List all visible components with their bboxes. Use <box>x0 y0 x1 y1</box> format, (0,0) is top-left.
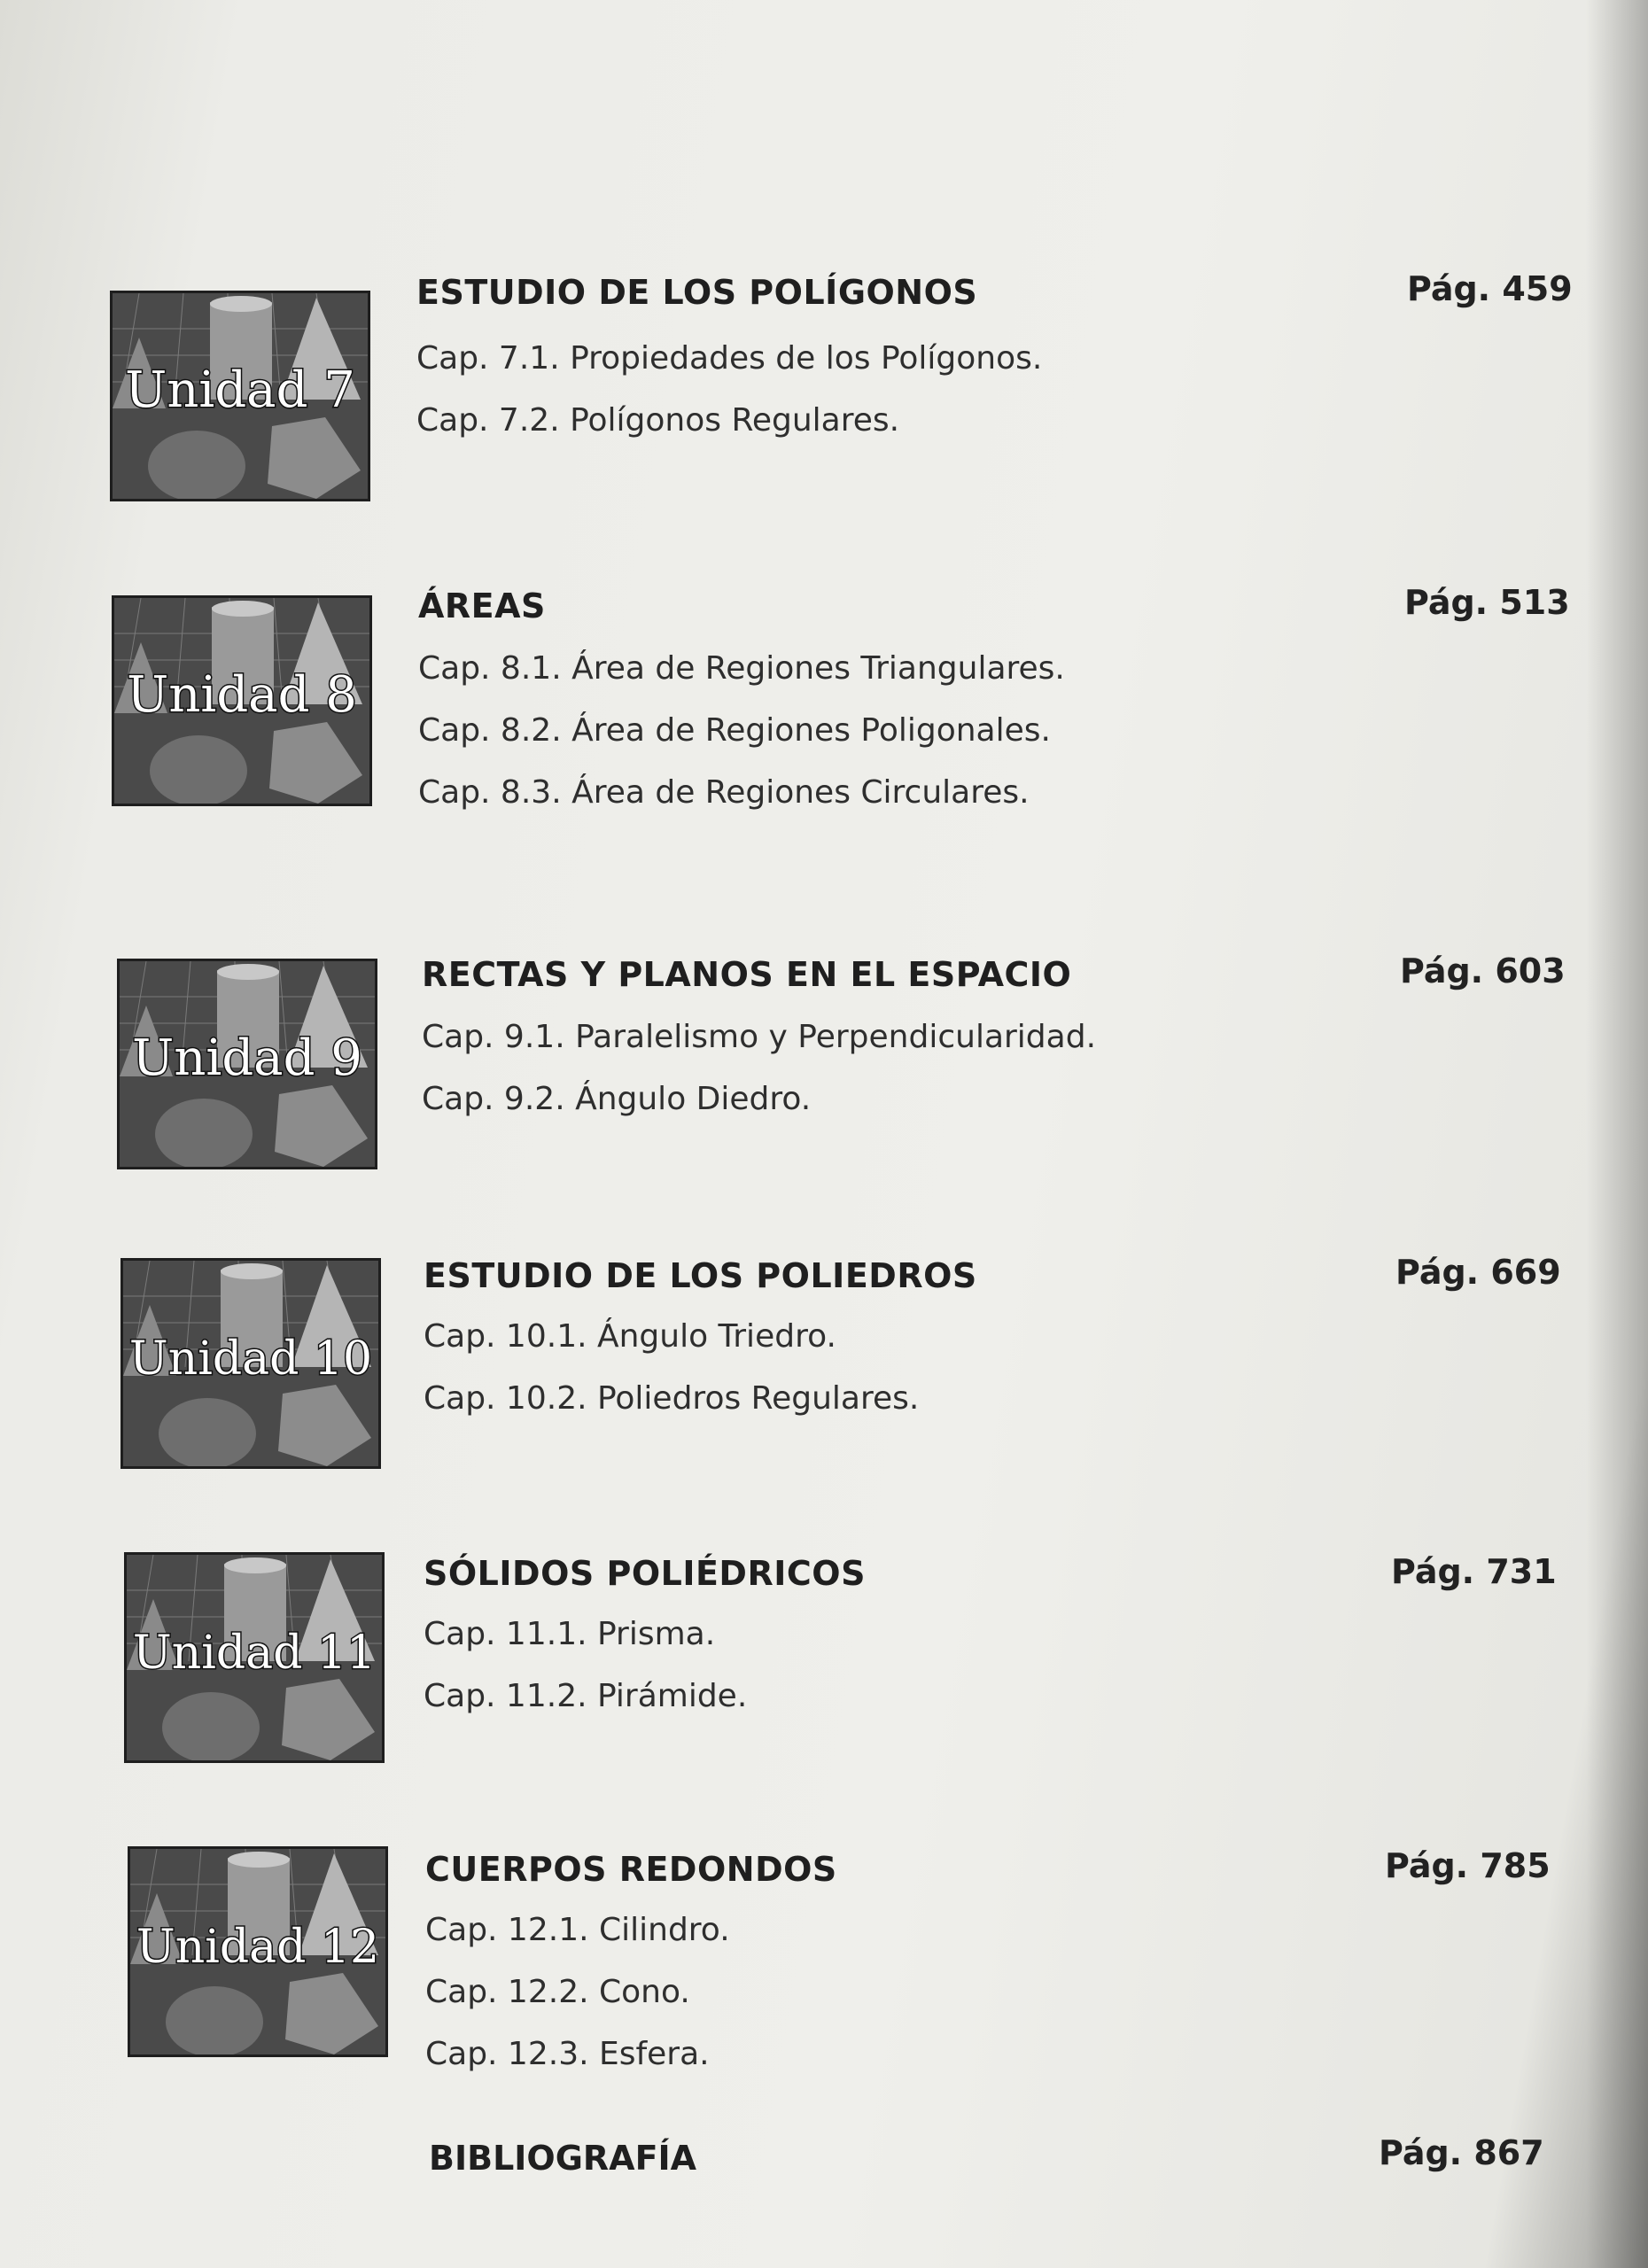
page-edge-shadow <box>1586 0 1648 2268</box>
chapter-item: Cap. 12.3. Esfera. <box>425 2036 710 2072</box>
chapter-item: Cap. 10.2. Poliedros Regulares. <box>424 1380 920 1417</box>
unit-badge-image <box>128 1846 388 2057</box>
bibliography-page-number: Pág. 867 <box>1379 2133 1544 2172</box>
unit-title: RECTAS Y PLANOS EN EL ESPACIO <box>422 955 1072 994</box>
geometric-solids-icon <box>113 293 368 499</box>
chapter-item: Cap. 8.2. Área de Regiones Poligonales. <box>418 712 1051 749</box>
unit-badge-label: Unidad 11 <box>132 1627 377 1680</box>
chapter-item: Cap. 7.1. Propiedades de los Polígonos. <box>416 340 1043 377</box>
chapter-item: Cap. 11.2. Pirámide. <box>424 1678 748 1714</box>
unit-page-number: Pág. 785 <box>1385 1846 1551 1885</box>
geometric-solids-icon <box>123 1261 378 1466</box>
chapter-item: Cap. 12.1. Cilindro. <box>425 1912 730 1948</box>
chapter-item: Cap. 11.1. Prisma. <box>424 1616 716 1652</box>
unit-badge-image <box>120 1258 381 1469</box>
chapter-item: Cap. 7.2. Polígonos Regulares. <box>416 402 900 439</box>
unit-page-number: Pág. 669 <box>1395 1253 1561 1292</box>
unit-badge-image <box>124 1552 385 1763</box>
unit-badge-label: Unidad 8 <box>127 666 357 724</box>
chapter-item: Cap. 12.2. Cono. <box>425 1974 690 2010</box>
unit-page-number: Pág. 513 <box>1404 583 1570 622</box>
unit-title: CUERPOS REDONDOS <box>425 1850 837 1889</box>
geometric-solids-icon <box>130 1849 385 2054</box>
chapter-item: Cap. 10.1. Ángulo Triedro. <box>424 1318 836 1355</box>
chapter-list <box>416 328 1042 452</box>
unit-badge-label: Unidad 7 <box>125 361 355 419</box>
unit-badge-label: Unidad 12 <box>136 1921 380 1974</box>
chapter-list <box>424 1604 747 1728</box>
unit-page-number: Pág. 459 <box>1407 269 1573 308</box>
unit-badge-label: Unidad 9 <box>132 1029 362 1087</box>
geometric-solids-icon <box>120 961 375 1167</box>
chapter-item: Cap. 8.1. Área de Regiones Triangulares. <box>418 650 1065 687</box>
geometric-solids-icon <box>127 1555 382 1760</box>
chapter-item: Cap. 9.1. Paralelismo y Perpendicularidad. <box>422 1019 1097 1055</box>
unit-title: ÁREAS <box>418 586 546 625</box>
bibliography-title: BIBLIOGRAFÍA <box>429 2139 697 2178</box>
unit-title: SÓLIDOS POLIÉDRICOS <box>424 1554 866 1593</box>
chapter-list <box>422 1006 1096 1130</box>
unit-badge-label: Unidad 10 <box>128 1332 373 1386</box>
unit-badge-image <box>112 595 372 806</box>
unit-page-number: Pág. 603 <box>1400 951 1566 990</box>
unit-title: ESTUDIO DE LOS POLIEDROS <box>424 1256 977 1295</box>
unit-page-number: Pág. 731 <box>1391 1552 1557 1591</box>
chapter-list <box>418 638 1065 824</box>
chapter-item: Cap. 9.2. Ángulo Diedro. <box>422 1081 812 1117</box>
unit-badge-image <box>110 291 370 501</box>
chapter-list <box>424 1306 919 1430</box>
geometric-solids-icon <box>114 598 369 804</box>
unit-badge-image <box>117 959 377 1169</box>
chapter-list <box>425 1899 730 2085</box>
chapter-item: Cap. 8.3. Área de Regiones Circulares. <box>418 774 1030 811</box>
unit-title: ESTUDIO DE LOS POLÍGONOS <box>416 273 978 312</box>
